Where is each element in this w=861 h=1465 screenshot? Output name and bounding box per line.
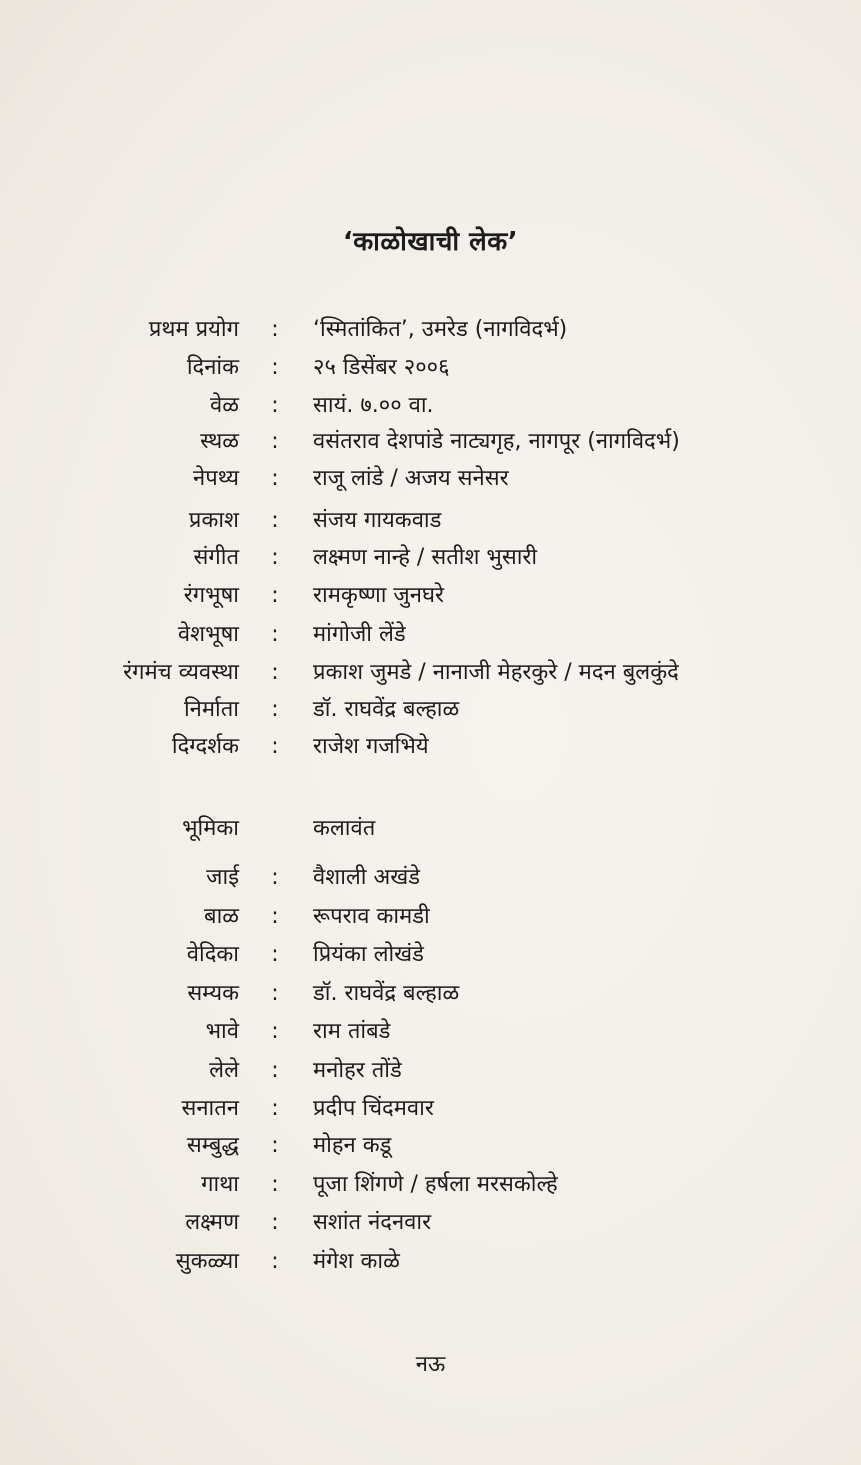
separator: :: [271, 317, 279, 342]
cast-row: [0, 1244, 861, 1280]
credit-value: रामकृष्णा जुनघरे: [313, 583, 444, 608]
role-name: सम्बुद्ध: [186, 1133, 239, 1158]
cast-row: [0, 937, 861, 973]
role-name: बाळ: [204, 904, 239, 929]
role-name: वेदिका: [186, 942, 239, 967]
credit-row: [0, 729, 861, 765]
credit-row: [0, 312, 861, 348]
credit-label: वेशभूषा: [177, 622, 239, 647]
credit-value: डॉ. राघवेंद्र बल्हाळ: [313, 697, 460, 722]
credit-value: राजू लांडे / अजय सनेसर: [313, 466, 509, 491]
play-title: ‘काळोखाची लेक’: [342, 227, 519, 257]
credit-value: राजेश गजभिये: [313, 734, 429, 759]
separator: :: [271, 583, 279, 608]
actor-name: सशांत नंदनवार: [313, 1210, 432, 1235]
credit-label: स्थळ: [200, 429, 239, 454]
credit-row: [0, 617, 861, 653]
role-name: भावे: [205, 1019, 239, 1044]
credit-label: संगीत: [193, 545, 239, 570]
credit-label: रंगभूषा: [183, 583, 239, 608]
actor-name: डॉ. राघवेंद्र बल्हाळ: [313, 981, 460, 1006]
role-name: लक्ष्मण: [185, 1210, 239, 1235]
actor-column-header: कलावंत: [313, 816, 376, 841]
separator: :: [271, 355, 279, 380]
separator: :: [271, 865, 279, 890]
cast-row: [0, 1205, 861, 1241]
credit-label: वेळ: [210, 393, 239, 418]
cast-row: [0, 976, 861, 1012]
actor-name: प्रदीप चिंदमवार: [313, 1096, 434, 1121]
credit-label: रंगमंच व्यवस्था: [123, 660, 239, 685]
credit-value: वसंतराव देशपांडे नाट्यगृह, नागपूर (नागविदर्भ): [313, 429, 680, 454]
credit-row: [0, 388, 861, 424]
actor-name: मंगेश काळे: [313, 1249, 400, 1274]
cast-row: [0, 899, 861, 935]
actor-name: पूजा शिंगणे / हर्षला मरसकोल्हे: [313, 1172, 558, 1197]
cast-header-row: [0, 811, 861, 847]
role-name: सनातन: [181, 1096, 239, 1121]
separator: :: [271, 508, 279, 533]
credit-value: ‘स्मितांकित’, उमरेड (नागविदर्भ): [313, 317, 568, 342]
separator: :: [271, 393, 279, 418]
separator: :: [271, 1133, 279, 1158]
separator: :: [271, 1096, 279, 1121]
cast-row: [0, 1053, 861, 1089]
credit-row: [0, 578, 861, 614]
credit-row: [0, 503, 861, 539]
credit-value: २५ डिसेंबर २००६: [313, 355, 450, 380]
separator: :: [271, 981, 279, 1006]
page-number: नऊ: [415, 1352, 446, 1377]
separator: :: [271, 1019, 279, 1044]
credit-label: प्रथम प्रयोग: [148, 317, 239, 342]
role-name: गाथा: [201, 1172, 239, 1197]
credit-row: [0, 655, 861, 691]
credit-value: प्रकाश जुमडे / नानाजी मेहरकुरे / मदन बुलकुंदे: [313, 660, 679, 685]
credit-value: संजय गायकवाड: [313, 508, 442, 533]
role-name: सुकळ्या: [175, 1249, 239, 1274]
separator: :: [271, 429, 279, 454]
separator: :: [271, 734, 279, 759]
credit-label: दिग्दर्शक: [171, 734, 239, 759]
separator: :: [271, 466, 279, 491]
role-name: लेले: [209, 1058, 239, 1083]
credit-row: [0, 540, 861, 576]
actor-name: मोहन कडू: [313, 1133, 392, 1158]
credit-label: दिनांक: [186, 355, 239, 380]
actor-name: राम तांबडे: [313, 1019, 391, 1044]
separator: :: [271, 697, 279, 722]
cast-row: [0, 1014, 861, 1050]
separator: :: [271, 942, 279, 967]
separator: :: [271, 1058, 279, 1083]
credit-value: लक्ष्मण नान्हे / सतीश भुसारी: [313, 545, 538, 570]
actor-name: मनोहर तोंडे: [313, 1058, 402, 1083]
cast-row: [0, 1128, 861, 1164]
credit-row: [0, 424, 861, 460]
separator: :: [271, 1172, 279, 1197]
separator: :: [271, 1249, 279, 1274]
separator: :: [271, 622, 279, 647]
credit-label: प्रकाश: [188, 508, 239, 533]
separator: :: [271, 660, 279, 685]
cast-row: [0, 1091, 861, 1127]
role-name: जाई: [206, 865, 239, 890]
actor-name: रूपराव कामडी: [313, 904, 430, 929]
credit-value: मांगोजी लेंडे: [313, 622, 406, 647]
credit-row: [0, 350, 861, 386]
actor-name: वैशाली अखंडे: [313, 865, 421, 890]
separator: :: [271, 1210, 279, 1235]
credit-label: निर्माता: [183, 697, 239, 722]
actor-name: प्रियंका लोखंडे: [313, 942, 424, 967]
role-name: सम्यक: [187, 981, 239, 1006]
separator: :: [271, 545, 279, 570]
credit-value: सायं. ७.०० वा.: [313, 393, 434, 418]
separator: :: [271, 904, 279, 929]
credit-row: [0, 461, 861, 497]
cast-row: [0, 1167, 861, 1203]
credit-row: [0, 692, 861, 728]
credit-label: नेपथ्य: [193, 466, 239, 491]
cast-row: [0, 860, 861, 896]
role-column-header: भूमिका: [182, 816, 239, 841]
